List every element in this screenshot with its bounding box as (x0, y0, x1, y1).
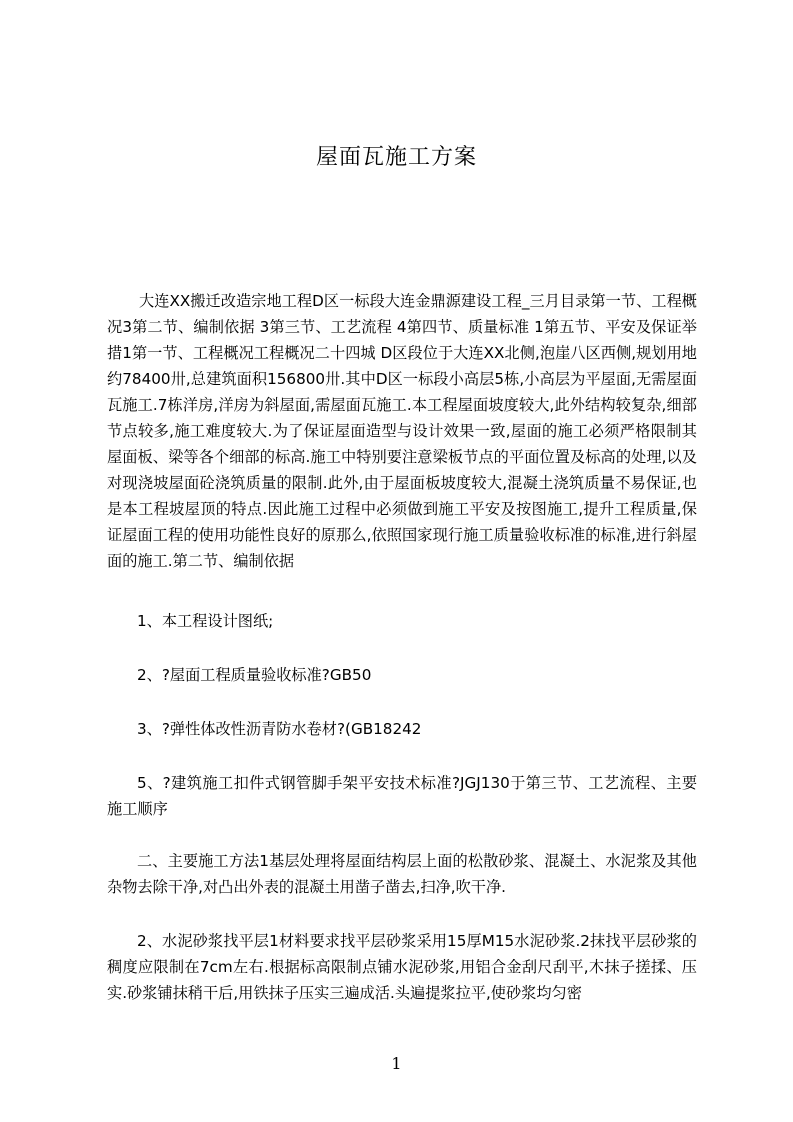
basis-item-5: 5、?建筑施工扣件式钢管脚手架平安技术标准?JGJ130于第三节、工艺流程、主要施工顺序 (107, 774, 697, 818)
document-title: 屋面瓦施工方案 (315, 145, 477, 170)
basis-item-3: 3、?弹性体改性沥青防水卷材?(GB18242 (137, 720, 422, 738)
leveling-layer-paragraph: 2、水泥砂浆找平层1材料要求找平层砂浆采用15厚M15水泥砂浆.2抹找平层砂浆的稠度应限制在7cm左右.根据标高限制点铺水泥砂浆,用铝合金刮尺刮平,木抹子搓揉、压实.砂浆铺抹稍干后,用铁抹子压实三遍成活.头遍提浆拉平,使砂浆均匀密 (107, 932, 697, 1002)
basis-item-2: 2、?屋面工程质量验收标准?GB50 (137, 666, 372, 684)
construction-method-paragraph: 二、主要施工方法1基层处理将屋面结构层上面的松散砂浆、混凝土、水泥浆及其他杂物去除干净,对凸出外表的混凝土用凿子凿去,扫净,吹干净. (107, 852, 697, 896)
page-number: 1 (391, 1054, 402, 1073)
intro-paragraph: 大连XX搬迁改造宗地工程D区一标段大连金鼎源建设工程_三月目录第一节、工程概况3第二节、编制依据 3第三节、工艺流程 4第四节、质量标准 1第五节、平安及保证举措1第一节、工程概况工程概况二十四城 D区段位于大连XX北侧,泡崖八区西侧,规划用地约78400卅,总建筑面积156800卅.其中D区一标段小高层5栋,小高层为平屋面,无需屋面瓦施工.7栋洋房,洋房为斜屋面,需屋面瓦施工.本工程屋面坡度较大,此外结构较复杂,细部节点较多,施工难度较大.为了保证屋面造型与设计效果一致,屋面的施工必须严格限制其屋面板、梁等各个细部的标高.施工中特别要注意梁板节点的平面位置及标高的处理,以及对现浇坡屋面砼浇筑质量的限制.此外,由于屋面板坡度较大,混凝土浇筑质量不易保证,也是本工程坡屋顶的特点.因此施工过程中必须做到施工平安及按图施工,提升工程质量,保证屋面工程的使用功能性良好的原那么,依照国家现行施工质量验收标准的标准,进行斜屋面的施工.第二节、编制依据 (107, 292, 697, 570)
basis-item-1: 1、本工程设计图纸; (137, 612, 274, 630)
